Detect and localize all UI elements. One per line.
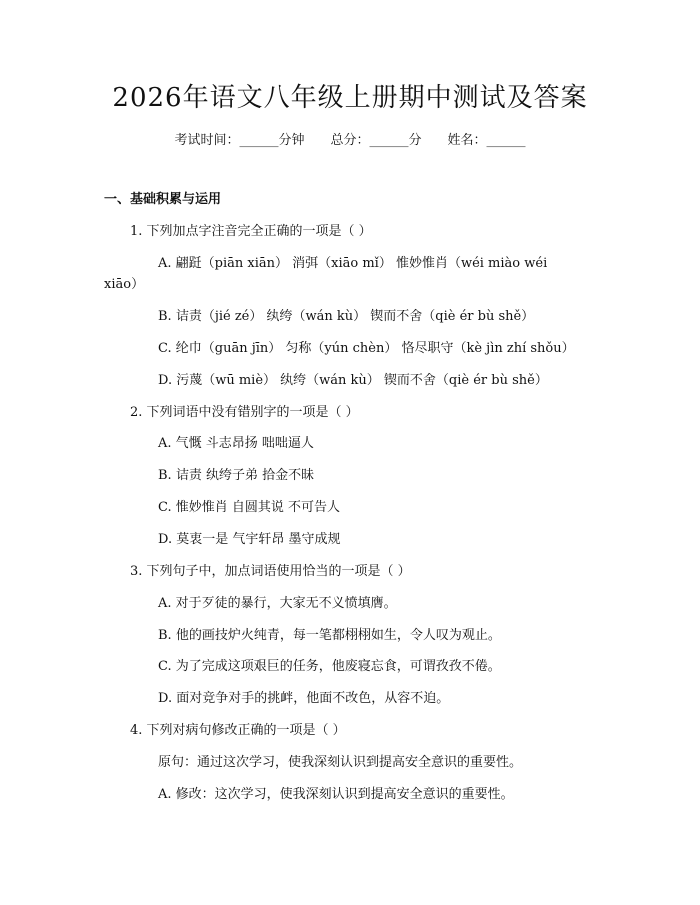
question-1-stem: 1. 下列加点字注音完全正确的一项是（ ）	[130, 224, 372, 239]
question-2-option-d: D. 莫衷一是 气宇轩昂 墨守成规	[158, 532, 341, 547]
exam-meta	[0, 131, 700, 151]
question-2-option-c: C. 惟妙惟肖 自圆其说 不可告人	[158, 500, 341, 515]
question-3-option-c: C. 为了完成这项艰巨的任务，他废寝忘食，可谓孜孜不倦。	[158, 659, 501, 674]
question-4-original-sentence: 原句：通过这次学习，使我深刻认识到提高安全意识的重要性。	[158, 755, 523, 770]
question-3-option-d: D. 面对竞争对手的挑衅，他面不改色，从容不迫。	[158, 691, 450, 706]
total-score-field: 总分：______分	[330, 133, 422, 148]
question-1-option-b: B. 诘责（jié zé） 纨绔（wán kù） 锲而不舍（qiè ér bù shě）	[158, 309, 535, 324]
question-4-stem: 4. 下列对病句修改正确的一项是（ ）	[130, 723, 346, 738]
document-title: 2026年语文八年级上册期中测试及答案	[112, 83, 588, 113]
question-1-option-c: C. 纶巾（guān jīn） 匀称（yún chèn） 恪尽职守（kè jìn zhí shǒu）	[158, 341, 575, 356]
exam-time-field: 考试时间：______分钟	[174, 133, 305, 148]
question-3-stem: 3. 下列句子中，加点词语使用恰当的一项是（ ）	[130, 564, 411, 579]
question-4-option-a: A. 修改：这次学习，使我深刻认识到提高安全意识的重要性。	[158, 787, 514, 802]
section-heading: 一、基础积累与运用	[104, 192, 222, 207]
question-1-option-a: A. 翩跹（piān xiān） 消弭（xiāo mǐ） 惟妙惟肖（wéi miào wéi	[158, 256, 548, 271]
question-2-stem: 2. 下列词语中没有错别字的一项是（ ）	[130, 405, 359, 420]
question-1-option-a-continued: xiāo）	[104, 277, 145, 292]
question-3-option-a: A. 对于歹徒的暴行，大家无不义愤填膺。	[158, 596, 397, 611]
question-2-option-a: A. 气慨 斗志昂扬 咄咄逼人	[158, 436, 314, 451]
question-3-option-b: B. 他的画技炉火纯青，每一笔都栩栩如生，令人叹为观止。	[158, 628, 501, 643]
question-1-option-d: D. 污蔑（wū miè） 纨绔（wán kù） 锲而不舍（qiè ér bù shě）	[158, 373, 548, 388]
question-2-option-b: B. 诘责 纨绔子弟 拾金不昧	[158, 468, 315, 483]
name-field: 姓名：______	[447, 133, 526, 148]
